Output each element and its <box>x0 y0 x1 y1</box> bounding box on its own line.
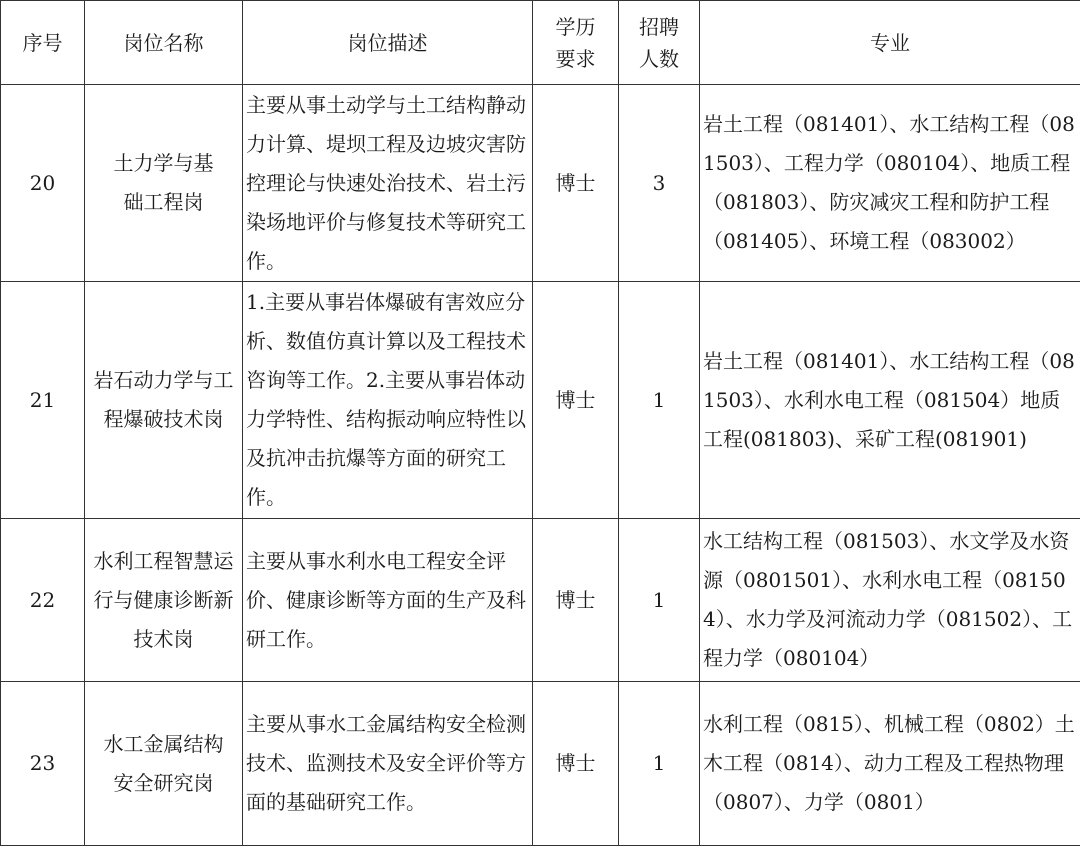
cell-seq: 22 <box>1 519 85 682</box>
cell-post-name: 岩石动力学与工程爆破技术岗 <box>85 282 243 519</box>
cell-post-desc: 1.主要从事岩体爆破有害效应分析、数值仿真计算以及工程技术咨询等工作。2.主要从事岩体动力学特性、结构振动响应特性以及抗冲击抗爆等方面的研究工作。 <box>243 282 533 519</box>
table-row <box>1 519 1080 682</box>
cell-education: 博士 <box>533 282 619 519</box>
header-major: 专业 <box>700 1 1080 85</box>
table-row <box>1 682 1080 846</box>
cell-education: 博士 <box>533 682 619 846</box>
header-post-name: 岗位名称 <box>85 1 243 85</box>
cell-post-desc: 主要从事土动学与土工结构静动力计算、堤坝工程及边坡灾害防控理论与快速处治技术、岩土污染场地评价与修复技术等研究工作。 <box>243 85 533 282</box>
cell-count: 1 <box>619 282 700 519</box>
header-post-desc: 岗位描述 <box>243 1 533 85</box>
cell-post-name: 水工金属结构安全研究岗 <box>85 682 243 846</box>
table-row <box>1 282 1080 519</box>
table-row <box>1 85 1080 282</box>
cell-count: 3 <box>619 85 700 282</box>
header-count: 招聘人数 <box>619 1 700 85</box>
cell-post-name: 水利工程智慧运行与健康诊断新技术岗 <box>85 519 243 682</box>
cell-post-name: 土力学与基础工程岗 <box>85 85 243 282</box>
cell-seq: 20 <box>1 85 85 282</box>
cell-count: 1 <box>619 682 700 846</box>
cell-seq: 21 <box>1 282 85 519</box>
header-education: 学历要求 <box>533 1 619 85</box>
cell-education: 博士 <box>533 85 619 282</box>
cell-major: 水工结构工程（081503）、水文学及水资源（0801501）、水利水电工程（081504）、水力学及河流动力学（081502）、工程力学（080104） <box>700 519 1080 682</box>
cell-education: 博士 <box>533 519 619 682</box>
cell-post-desc: 主要从事水利水电工程安全评价、健康诊断等方面的生产及科研工作。 <box>243 519 533 682</box>
cell-seq: 23 <box>1 682 85 846</box>
header-seq: 序号 <box>1 1 85 85</box>
cell-count: 1 <box>619 519 700 682</box>
cell-post-desc: 主要从事水工金属结构安全检测技术、监测技术及安全评价等方面的基础研究工作。 <box>243 682 533 846</box>
cell-major: 岩土工程（081401）、水工结构工程（081503）、工程力学（080104）、地质工程（081803）、防灾减灾工程和防护工程（081405）、环境工程（083002） <box>700 85 1080 282</box>
cell-major: 水利工程（0815）、机械工程（0802）土木工程（0814）、动力工程及工程热物理（0807）、力学（0801） <box>700 682 1080 846</box>
cell-major: 岩土工程（081401）、水工结构工程（081503）、水利水电工程（081504）地质工程(081803)、采矿工程(081901) <box>700 282 1080 519</box>
table-header-row <box>1 1 1080 85</box>
